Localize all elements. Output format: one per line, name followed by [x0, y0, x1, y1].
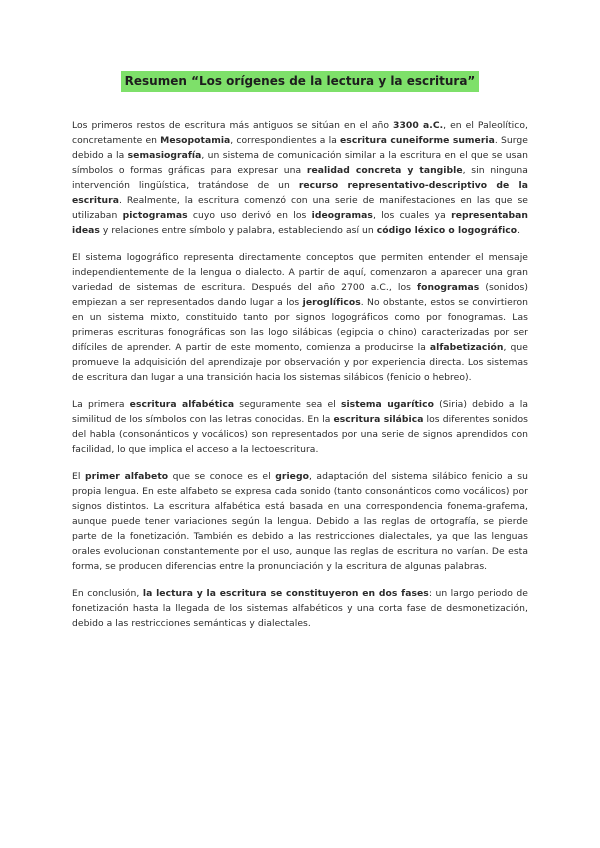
title-wrap	[0, 70, 600, 92]
text-run: , en el Paleolítico, concretamente en	[72, 120, 528, 146]
text-run: , correspondientes a la	[230, 135, 341, 146]
text-run: . Realmente, la escritura comenzó con una serie de manifestaciones en las que se utilizaban	[72, 195, 528, 221]
text-run: , que promueve la adquisición del aprendizaje por observación y por experiencia directa. Los sistemas de escritura dan lugar a una transición hacia los sistemas silábicos (fenicio o hebreo).	[72, 342, 528, 383]
bold-term: sistema ugarítico	[340, 399, 434, 410]
bold-term: la lectura y la escritura se constituyeron en dos fases	[142, 588, 429, 599]
paragraph	[72, 397, 528, 457]
text-run: En conclusión,	[72, 588, 143, 599]
bold-term: pictogramas	[122, 210, 188, 221]
text-run: (sonidos) empiezan a ser representados dando lugar a los	[72, 282, 528, 308]
document-title: Resumen “Los orígenes de la lectura y la escritura”	[121, 71, 480, 92]
bold-term: primer alfabeto	[84, 471, 169, 482]
bold-term: Mesopotamia	[160, 135, 231, 146]
paragraph	[72, 586, 528, 631]
text-run: , los cuales ya	[372, 210, 452, 221]
text-run: .	[517, 225, 521, 236]
text-run: El sistema logográfico representa directamente conceptos que permiten entender el mensaje independientemente de la lengua o dialecto. A partir de aquí, comenzaron a aparecer una gran variedad de sistemas de escritura. Después del año 2700 a.C., los	[72, 252, 528, 293]
text-run: cuyo uso derivó en los	[187, 210, 312, 221]
bold-term: realidad concreta y tangible	[306, 165, 463, 176]
bold-term: jeroglíficos	[302, 297, 361, 308]
text-run: Los primeros restos de escritura más antiguos se sitúan en el año	[72, 120, 394, 131]
text-run: El	[72, 471, 85, 482]
text-run: . No obstante, estos se convirtieron en un sistema mixto, constituido tanto por signos logográficos como por fonogramas. Las primeras escrituras fonográficas son las logo silábicas (egipcia o chino) caracterizadas por ser difíciles de aprender. A partir de este momento, comienza a producirse la	[72, 297, 528, 353]
paragraph	[72, 250, 528, 385]
text-run: los diferentes sonidos del habla (consonánticos y vocálicos) son representados por una serie de signos aprendidos con facilidad, lo que implica el acceso a la lectoescritura.	[72, 414, 528, 455]
text-run: que se conoce es el	[168, 471, 276, 482]
text-run: , un sistema de comunicación similar a la escritura en el que se usan símbolos o formas gráficas para expresar una	[72, 150, 529, 176]
text-run: , adaptación del sistema silábico fenicio a su propia lengua. En este alfabeto se expresa cada sonido (tanto consonánticos como vocálicos) por signos distintos. La escritura alfabética está basada en una correspondencia fonema-grafema, aunque puede tener variaciones según la lengua. Debido a las reglas de ortografía, se pierde parte de la fonetización. También es debido a las restricciones dialectales, ya que las lenguas orales evolucionan constantemente por el uso, aunque las reglas de escritura no varían. De esta forma, se producen diferencias entre la pronunciación y la escritura de algunas palabras.	[72, 471, 528, 572]
bold-term: semasiografía	[127, 150, 202, 161]
text-run: La primera	[72, 399, 130, 410]
bold-term: griego	[275, 471, 309, 482]
bold-term: recurso representativo-descriptivo de la escritura	[72, 180, 528, 206]
bold-term: código léxico o logográfico	[376, 225, 518, 236]
bold-term: escritura silábica	[333, 414, 424, 425]
document-body	[72, 118, 528, 643]
text-run: (Siria) debido a la similitud de los símbolos con las letras conocidas. En la	[72, 399, 529, 425]
bold-term: representaban ideas	[72, 210, 529, 236]
bold-term: fonogramas	[417, 282, 480, 293]
text-run: : un largo periodo de fonetización hasta la llegada de los sistemas alfabéticos y una corta fase de desmonetización, debido a las restricciones semánticas y dialectales.	[72, 588, 528, 629]
text-run: y relaciones entre símbolo y palabra, estableciendo así un	[99, 225, 377, 236]
bold-term: 3300 a.C.	[393, 120, 444, 131]
text-run: , sin ninguna intervención lingüística, tratándose de un	[72, 165, 528, 191]
bold-term: alfabetización	[429, 342, 504, 353]
bold-term: escritura alfabética	[129, 399, 235, 410]
text-run: seguramente sea el	[234, 399, 341, 410]
text-run: . Surge debido a la	[72, 135, 528, 161]
paragraph	[72, 118, 528, 238]
paragraph	[72, 469, 528, 574]
bold-term: ideogramas	[311, 210, 373, 221]
bold-term: escritura cuneiforme sumeria	[340, 135, 495, 146]
